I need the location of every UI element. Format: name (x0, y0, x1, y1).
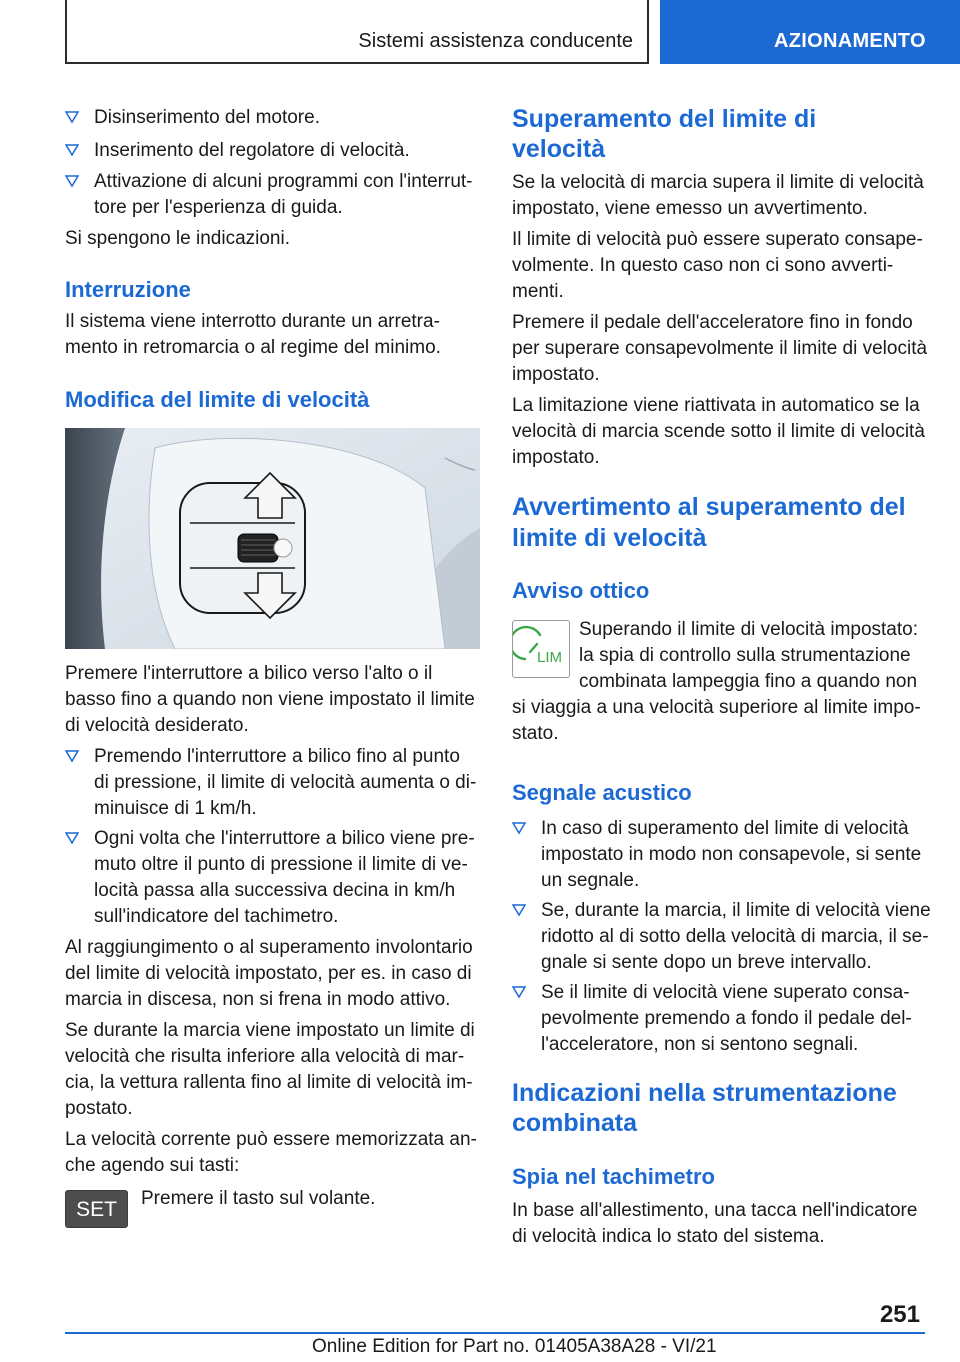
paragraph-line: impostato, viene emesso un avvertimento. (512, 198, 868, 219)
header-section-title: Sistemi assistenza conducente (358, 30, 633, 52)
paragraph-line: volmente. In questo caso non ci sono avverti- (512, 255, 894, 276)
paragraph-line: cia, la vettura rallenta fino al limite di velocità im- (65, 1072, 473, 1093)
paragraph-line: combinata lampeggia fino a quando non (579, 671, 918, 692)
paragraph-line: velocità di marcia scende sotto il limite di velocità (512, 421, 925, 442)
bullet-text-line: In caso di superamento del limite di velocità (541, 818, 909, 839)
bullet-text-line: ridotto al di sotto della velocità di marcia, il se- (541, 926, 929, 947)
paragraph-line: di velocità indica lo stato del sistema. (512, 1226, 825, 1247)
paragraph-line: Il limite di velocità può essere superato consape- (512, 229, 923, 250)
bullet-text-line: Ogni volta che l'interruttore a bilico viene pre- (94, 828, 475, 849)
heading-indicazioni-line: combinata (512, 1109, 638, 1137)
paragraph-line: si viaggia a una velocità superiore al limite impo- (512, 697, 921, 718)
footer-divider (65, 1332, 925, 1334)
paragraph-line: Superando il limite di velocità impostato: (579, 619, 919, 640)
bullet-text-line: minuisce di 1 km/h. (94, 798, 257, 819)
bullet-text-line: un segnale. (541, 870, 640, 891)
bullet-text-line: gnale si sente dopo un breve intervallo. (541, 952, 872, 973)
heading-superamento-line: Superamento del limite di (512, 105, 817, 133)
paragraph-line: per superare consapevolmente il limite di velocità (512, 338, 928, 359)
paragraph-line: Al raggiungimento o al superamento involontario (65, 937, 473, 958)
paragraph-line: menti. (512, 281, 564, 302)
bullet-text-line: sull'indicatore del tachimetro. (94, 906, 339, 927)
paragraph-line: mento in retromarcia o al regime del minimo. (65, 337, 441, 358)
lim-indicator-icon (512, 620, 570, 678)
paragraph-line: impostato. (512, 447, 600, 468)
paragraph-line: di velocità desiderato. (65, 715, 249, 736)
paragraph-line: La limitazione viene riattivata in automatico se la (512, 395, 920, 416)
heading-avvertimento-line: limite di velocità (512, 524, 707, 552)
header-chapter-tab (660, 0, 960, 64)
triangle-bullet-icon (512, 821, 526, 835)
triangle-bullet-icon (65, 831, 79, 845)
bullet-text-line: pevolmente premendo a fondo il pedale del- (541, 1008, 912, 1029)
triangle-bullet-icon (65, 143, 79, 157)
paragraph: Premere il tasto sul volante. (141, 1188, 376, 1209)
steering-wheel-switch-image (65, 428, 480, 649)
paragraph-line: Premere l'interruttore a bilico verso l'alto o il (65, 663, 433, 684)
footer-edition-text: Online Edition for Part no. 01405A38A28 - VI/21 (312, 1336, 717, 1357)
heading-superamento-line: velocità (512, 135, 606, 163)
header-frame (65, 0, 649, 64)
heading-indicazioni-line: Indicazioni nella strumentazione (512, 1079, 897, 1107)
page-number: 251 (879, 1301, 920, 1328)
bullet-text-line: di pressione, il limite di velocità aumenta o di- (94, 772, 477, 793)
bullet-text: Disinserimento del motore. (94, 107, 320, 128)
paragraph-line: marcia in discesa, non si frena in modo attivo. (65, 989, 451, 1010)
triangle-bullet-icon (65, 749, 79, 763)
paragraph-line: In base all'allestimento, una tacca nell'indicatore (512, 1200, 918, 1221)
triangle-bullet-icon (65, 110, 79, 124)
heading-segnale-acustico: Segnale acustico (512, 780, 692, 805)
paragraph-line: Il sistema viene interrotto durante un arretra- (65, 311, 440, 332)
bullet-text-line: tore per l'esperienza di guida. (94, 197, 343, 218)
heading-spia-tachimetro: Spia nel tachimetro (512, 1164, 715, 1189)
lim-indicator-label: LIM (537, 649, 563, 666)
heading-modifica-limite: Modifica del limite di velocità (65, 387, 370, 412)
bullet-text: Inserimento del regolatore di velocità. (94, 140, 410, 161)
triangle-bullet-icon (65, 174, 79, 188)
paragraph-line: impostato. (512, 364, 600, 385)
paragraph-line: la spia di controllo sulla strumentazione (579, 645, 911, 666)
paragraph-line: Se la velocità di marcia supera il limite di velocità (512, 172, 924, 193)
triangle-bullet-icon (512, 985, 526, 999)
paragraph-line: del limite di velocità impostato, per es. in caso di (65, 963, 472, 984)
heading-avviso-ottico: Avviso ottico (512, 578, 650, 603)
paragraph-line: La velocità corrente può essere memorizzata an- (65, 1129, 477, 1150)
paragraph-line: Se durante la marcia viene impostato un limite di (65, 1020, 475, 1041)
paragraph-line: Premere il pedale dell'acceleratore fino in fondo (512, 312, 913, 333)
paragraph: Si spengono le indicazioni. (65, 228, 290, 249)
set-button-icon: SET (65, 1190, 128, 1228)
header-chapter-label: AZIONAMENTO (774, 30, 926, 52)
paragraph-line: postato. (65, 1098, 133, 1119)
paragraph-line: basso fino a quando non viene impostato il limite (65, 689, 475, 710)
heading-avvertimento-line: Avvertimento al superamento del (512, 493, 906, 521)
heading-interruzione: Interruzione (65, 277, 191, 302)
triangle-bullet-icon (512, 903, 526, 917)
bullet-text-line: impostato in modo non consapevole, si sente (541, 844, 922, 865)
bullet-text-line: Se, durante la marcia, il limite di velocità viene (541, 900, 931, 921)
bullet-text-line: muto oltre il punto di pressione il limite di ve- (94, 854, 468, 875)
bullet-text-line: Attivazione di alcuni programmi con l'interrut- (94, 171, 473, 192)
paragraph-line: che agendo sui tasti: (65, 1155, 240, 1176)
bullet-text-line: Premendo l'interruttore a bilico fino al punto (94, 746, 460, 767)
paragraph-line: velocità che risulta inferiore alla velocità di mar- (65, 1046, 465, 1067)
bullet-text-line: locità passa alla successiva decina in km/h (94, 880, 456, 901)
bullet-text-line: Se il limite di velocità viene superato consa- (541, 982, 910, 1003)
paragraph-line: stato. (512, 723, 559, 744)
bullet-text-line: l'acceleratore, non si sentono segnali. (541, 1034, 859, 1055)
